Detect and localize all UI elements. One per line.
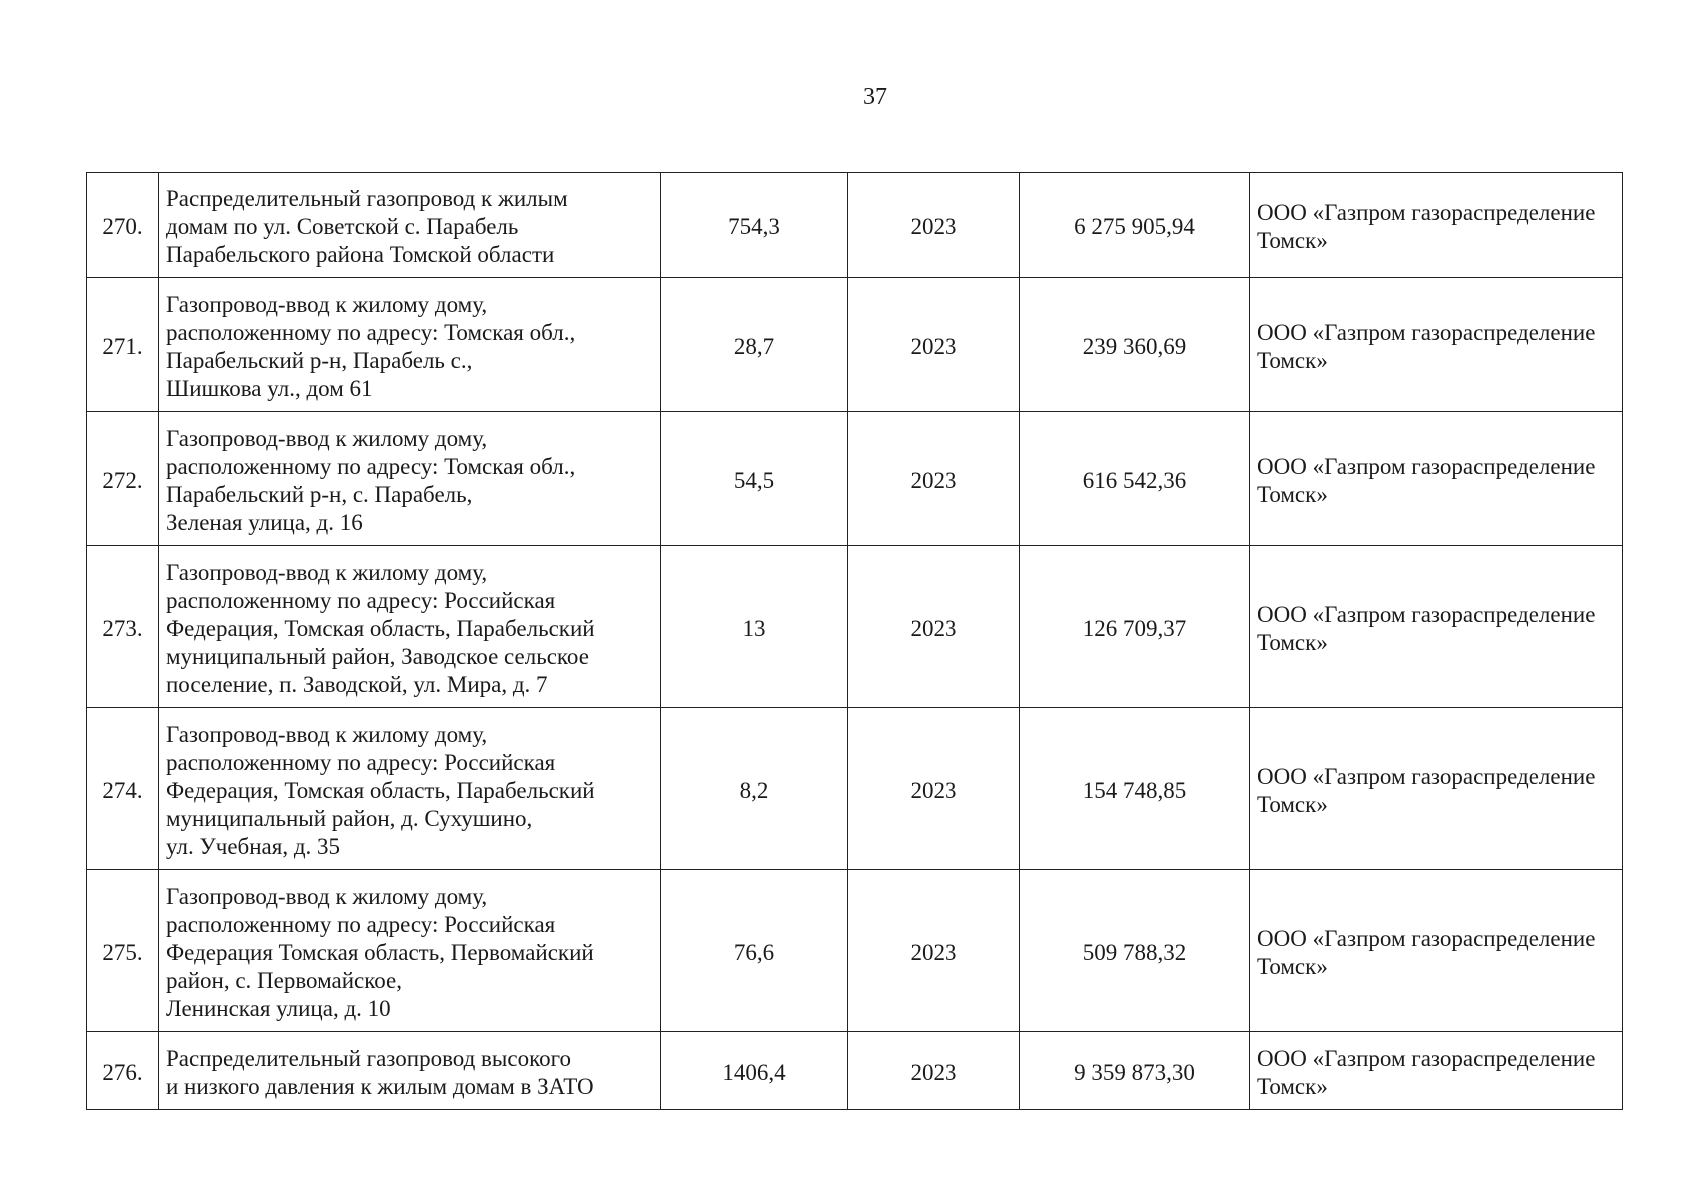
owner-organization: ООО «Газпром газораспределение Томск» xyxy=(1250,412,1623,546)
cost-value: 154 748,85 xyxy=(1020,708,1250,870)
table-row xyxy=(87,412,1623,546)
cost-value: 126 709,37 xyxy=(1020,546,1250,708)
row-number: 272. xyxy=(87,412,159,546)
owner-organization: ООО «Газпром газораспределение Томск» xyxy=(1250,278,1623,412)
commissioning-year: 2023 xyxy=(848,708,1020,870)
object-name: Распределительный газопровод к жилым домам по ул. Советской с. Парабель Парабельского района Томской области xyxy=(159,173,661,278)
object-name: Газопровод-ввод к жилому дому, расположенному по адресу: Российская Федерация, Томская область, Парабельский муниципальный район, Заводское сельское поселение, п. Заводской, ул. Мира, д. 7 xyxy=(159,546,661,708)
commissioning-year: 2023 xyxy=(848,546,1020,708)
owner-organization: ООО «Газпром газораспределение Томск» xyxy=(1250,173,1623,278)
object-name: Распределительный газопровод высокого и низкого давления к жилым домам в ЗАТО xyxy=(159,1032,661,1110)
row-number: 275. xyxy=(87,870,159,1032)
commissioning-year: 2023 xyxy=(848,1032,1020,1110)
owner-organization: ООО «Газпром газораспределение Томск» xyxy=(1250,546,1623,708)
row-number: 270. xyxy=(87,173,159,278)
cost-value: 6 275 905,94 xyxy=(1020,173,1250,278)
pipeline-length: 8,2 xyxy=(661,708,848,870)
cost-value: 9 359 873,30 xyxy=(1020,1032,1250,1110)
object-name: Газопровод-ввод к жилому дому, расположенному по адресу: Российская Федерация Томская область, Первомайский район, с. Первомайское, Ленинская улица, д. 10 xyxy=(159,870,661,1032)
pipeline-length: 13 xyxy=(661,546,848,708)
pipeline-length: 54,5 xyxy=(661,412,848,546)
gas-pipeline-registry-table xyxy=(86,172,1623,1110)
row-number: 273. xyxy=(87,546,159,708)
object-name: Газопровод-ввод к жилому дому, расположенному по адресу: Российская Федерация, Томская область, Парабельский муниципальный район, д. Сухушино, ул. Учебная, д. 35 xyxy=(159,708,661,870)
pipeline-length: 76,6 xyxy=(661,870,848,1032)
commissioning-year: 2023 xyxy=(848,173,1020,278)
cost-value: 509 788,32 xyxy=(1020,870,1250,1032)
table-row xyxy=(87,708,1623,870)
owner-organization: ООО «Газпром газораспределение Томск» xyxy=(1250,1032,1623,1110)
table-row xyxy=(87,173,1623,278)
row-number: 271. xyxy=(87,278,159,412)
commissioning-year: 2023 xyxy=(848,278,1020,412)
pipeline-length: 754,3 xyxy=(661,173,848,278)
object-name: Газопровод-ввод к жилому дому, расположенному по адресу: Томская обл., Парабельский р-н, Парабель с., Шишкова ул., дом 61 xyxy=(159,278,661,412)
table-row xyxy=(87,278,1623,412)
table-row xyxy=(87,870,1623,1032)
pipeline-length: 28,7 xyxy=(661,278,848,412)
owner-organization: ООО «Газпром газораспределение Томск» xyxy=(1250,708,1623,870)
cost-value: 616 542,36 xyxy=(1020,412,1250,546)
table-row xyxy=(87,1032,1623,1110)
row-number: 276. xyxy=(87,1032,159,1110)
row-number: 274. xyxy=(87,708,159,870)
owner-organization: ООО «Газпром газораспределение Томск» xyxy=(1250,870,1623,1032)
pipeline-length: 1406,4 xyxy=(661,1032,848,1110)
table-body xyxy=(87,173,1623,1110)
cost-value: 239 360,69 xyxy=(1020,278,1250,412)
page-number: 37 xyxy=(863,84,887,110)
commissioning-year: 2023 xyxy=(848,870,1020,1032)
object-name: Газопровод-ввод к жилому дому, расположенному по адресу: Томская обл., Парабельский р-н, с. Парабель, Зеленая улица, д. 16 xyxy=(159,412,661,546)
commissioning-year: 2023 xyxy=(848,412,1020,546)
table-row xyxy=(87,546,1623,708)
